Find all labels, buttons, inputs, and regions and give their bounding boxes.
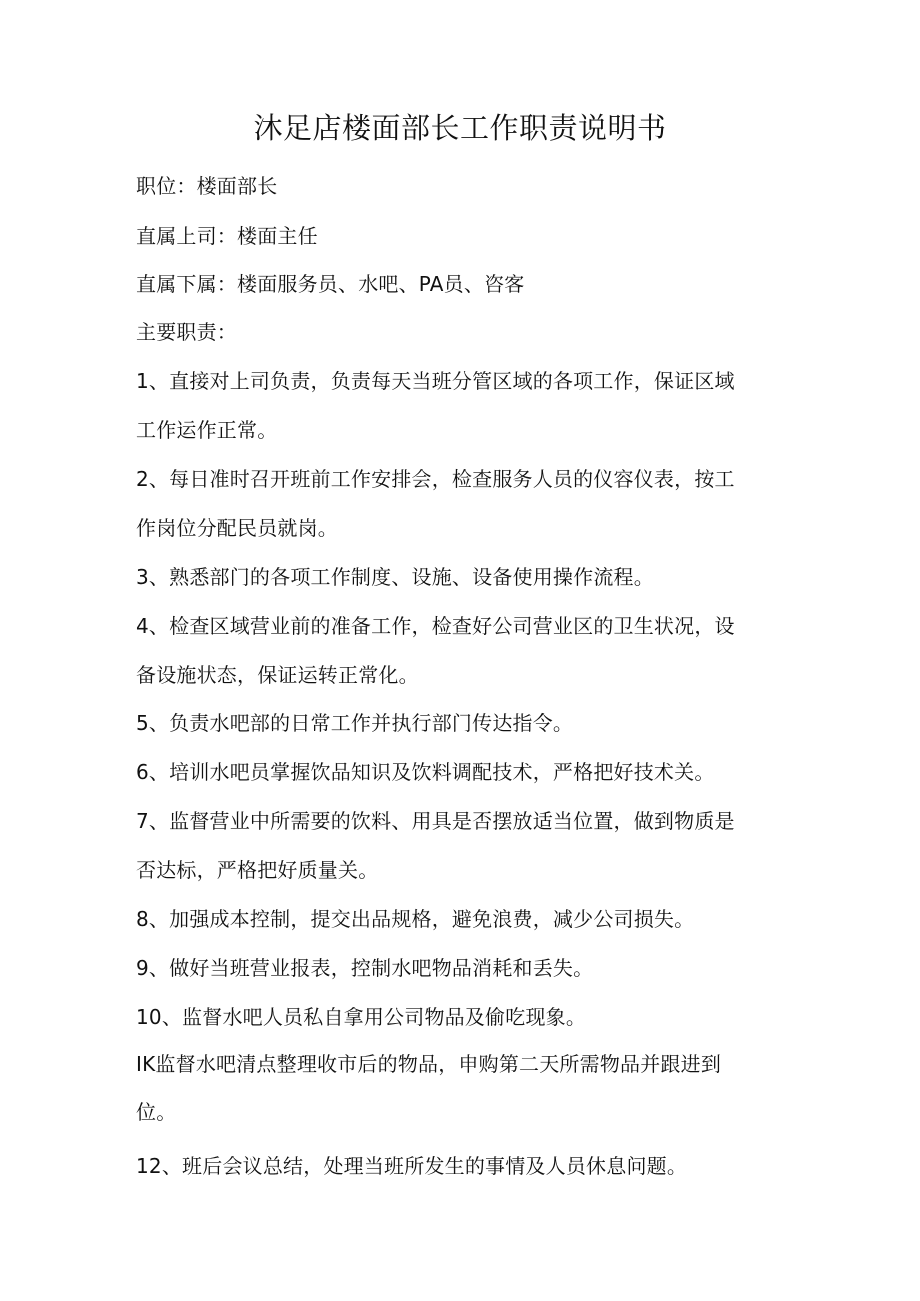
duty-3-line-1: 3、熟悉部门的各项工作制度、设施、设备使用操作流程。	[136, 565, 654, 589]
duty-7-line-1: 7、监督营业中所需要的饮料、用具是否摆放适当位置，做到物质是	[136, 809, 735, 833]
duty-10-line-1: 10、监督水吧人员私自拿用公司物品及偷吃现象。	[136, 1005, 587, 1029]
duties-heading: 主要职责：	[136, 320, 237, 344]
duty-11-line-1: IK监督水吧清点整理收市后的物品，申购第二天所需物品并跟进到	[136, 1052, 722, 1076]
duty-8-line-1: 8、加强成本控制，提交出品规格，避免浪费，减少公司损失。	[136, 907, 695, 931]
duty-7-line-2: 否达标，严格把好质量关。	[136, 858, 379, 882]
duty-11-line-2: 位。	[136, 1100, 177, 1124]
duty-6-line-1: 6、培训水吧员掌握饮品知识及饮料调配技术，严格把好技术关。	[136, 760, 715, 784]
duty-4-line-2: 备设施状态，保证运转正常化。	[136, 663, 419, 687]
duty-9-line-1: 9、做好当班营业报表，控制水吧物品消耗和丢失。	[136, 956, 594, 980]
subordinates-line: 直属下属：楼面服务员、水吧、PA员、咨客	[136, 272, 525, 296]
duty-2-line-2: 作岗位分配民员就岗。	[136, 516, 338, 540]
duty-1-line-2: 工作运作正常。	[136, 418, 278, 442]
duty-4-line-1: 4、检查区域营业前的准备工作，检查好公司营业区的卫生状况，设	[136, 614, 735, 638]
document-title: 沐足店楼面部长工作职责说明书	[253, 111, 667, 145]
duty-1-line-1: 1、直接对上司负责，负责每天当班分管区域的各项工作，保证区域	[136, 369, 735, 393]
duty-12-line-1: 12、班后会议总结，处理当班所发生的事情及人员休息问题。	[136, 1154, 688, 1178]
duty-2-line-1: 2、每日准时召开班前工作安排会，检查服务人员的仪容仪表，按工	[136, 467, 735, 491]
position-line: 职位：楼面部长	[136, 174, 278, 198]
duty-5-line-1: 5、负责水吧部的日常工作并执行部门传达指令。	[136, 711, 574, 735]
supervisor-line: 直属上司：楼面主任	[136, 224, 318, 248]
